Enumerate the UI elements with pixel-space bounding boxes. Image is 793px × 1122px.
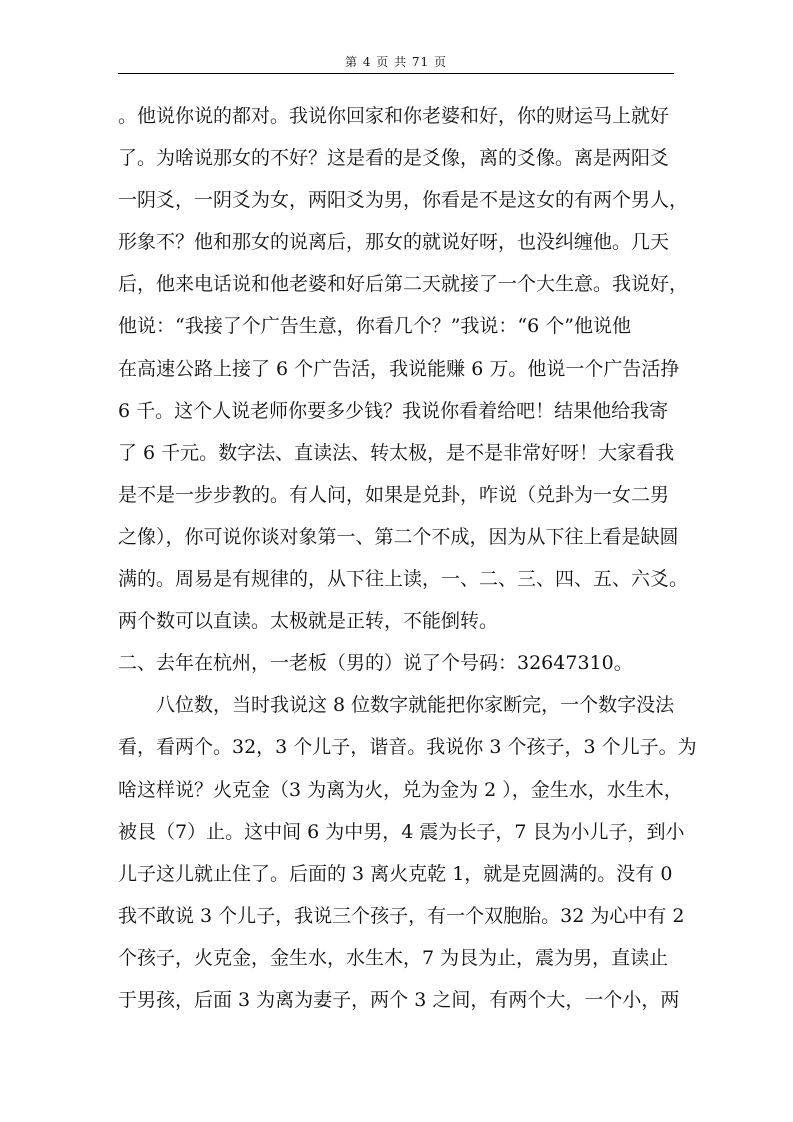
text-line: 个孩子，火克金，金生水，水生木，7 为艮为止，震为男，直读止	[118, 946, 669, 969]
text-line: 于男孩，后面 3 为离为妻子，两个 3 之间，有两个大，一个小，两	[118, 988, 680, 1011]
text-line: 在高速公路上接了 6 个广告活，我说能赚 6 万。他说一个广告活挣	[118, 357, 680, 380]
text-line: 6 千。这个人说老师你要多少钱？我说你看着给吧！结果他给我寄	[118, 399, 669, 422]
text-line: 啥这样说？火克金（3 为离为火，兑为金为 2 ），金生水，水生木，	[118, 778, 683, 801]
text-line: 两个数可以直读。太极就是正转，不能倒转。	[118, 610, 499, 633]
text-line: 他说：“我接了个广告生意，你看几个？”我说：“6 个”他说他	[118, 315, 631, 338]
text-line: 了。为啥说那女的不好？这是看的是爻像，离的爻像。离是两阳爻	[118, 147, 670, 170]
text-line: 是不是一步步教的。有人问，如果是兑卦，咋说（兑卦为一女二男	[118, 483, 670, 506]
text-line: 形象不？他和那女的说离后，那女的就说好呀，也没纠缠他。几天	[118, 231, 670, 254]
text-line: 被艮（7）止。这中间 6 为中男，4 震为长子，7 艮为小儿子，到小	[118, 820, 685, 843]
text-line: 后，他来电话说和他老婆和好后第二天就接了一个大生意。我说好，	[118, 273, 689, 296]
text-line: 我不敢说 3 个儿子，我说三个孩子，有一个双胞胎。32 为心中有 2	[118, 904, 685, 927]
text-line: 一阴爻，一阴爻为女，两阳爻为男，你看是不是这女的有两个男人，	[118, 189, 689, 212]
document-body	[118, 95, 697, 1021]
text-line: 儿子这儿就止住了。后面的 3 离火克乾 1，就是克圆满的。没有 0	[118, 862, 673, 885]
text-line: 之像），你可说你谈对象第一、第二个不成，因为从下往上看是缺圆	[118, 525, 679, 548]
page-header	[118, 52, 674, 74]
text-line: 了 6 千元。数字法、直读法、转太极，是不是非常好呀！大家看我	[118, 441, 675, 464]
text-line: 看，看两个。32，3 个儿子，谐音。我说你 3 个孩子，3 个儿子。为	[118, 736, 697, 759]
text-line: 满的。周易是有规律的，从下往上读，一、二、三、四、五、六爻。	[118, 568, 689, 591]
section-heading-line: 二、去年在杭州，一老板（男的）说了个号码：32647310。	[118, 652, 633, 675]
text-line-indented: 八位数，当时我说这 8 位数字就能把你家断完，一个数字没法	[156, 694, 675, 717]
page-indicator: 第 4 页 共 71 页	[345, 55, 447, 69]
text-line: 。他说你说的都对。我说你回家和你老婆和好，你的财运马上就好	[118, 105, 670, 127]
header-divider	[118, 73, 674, 74]
